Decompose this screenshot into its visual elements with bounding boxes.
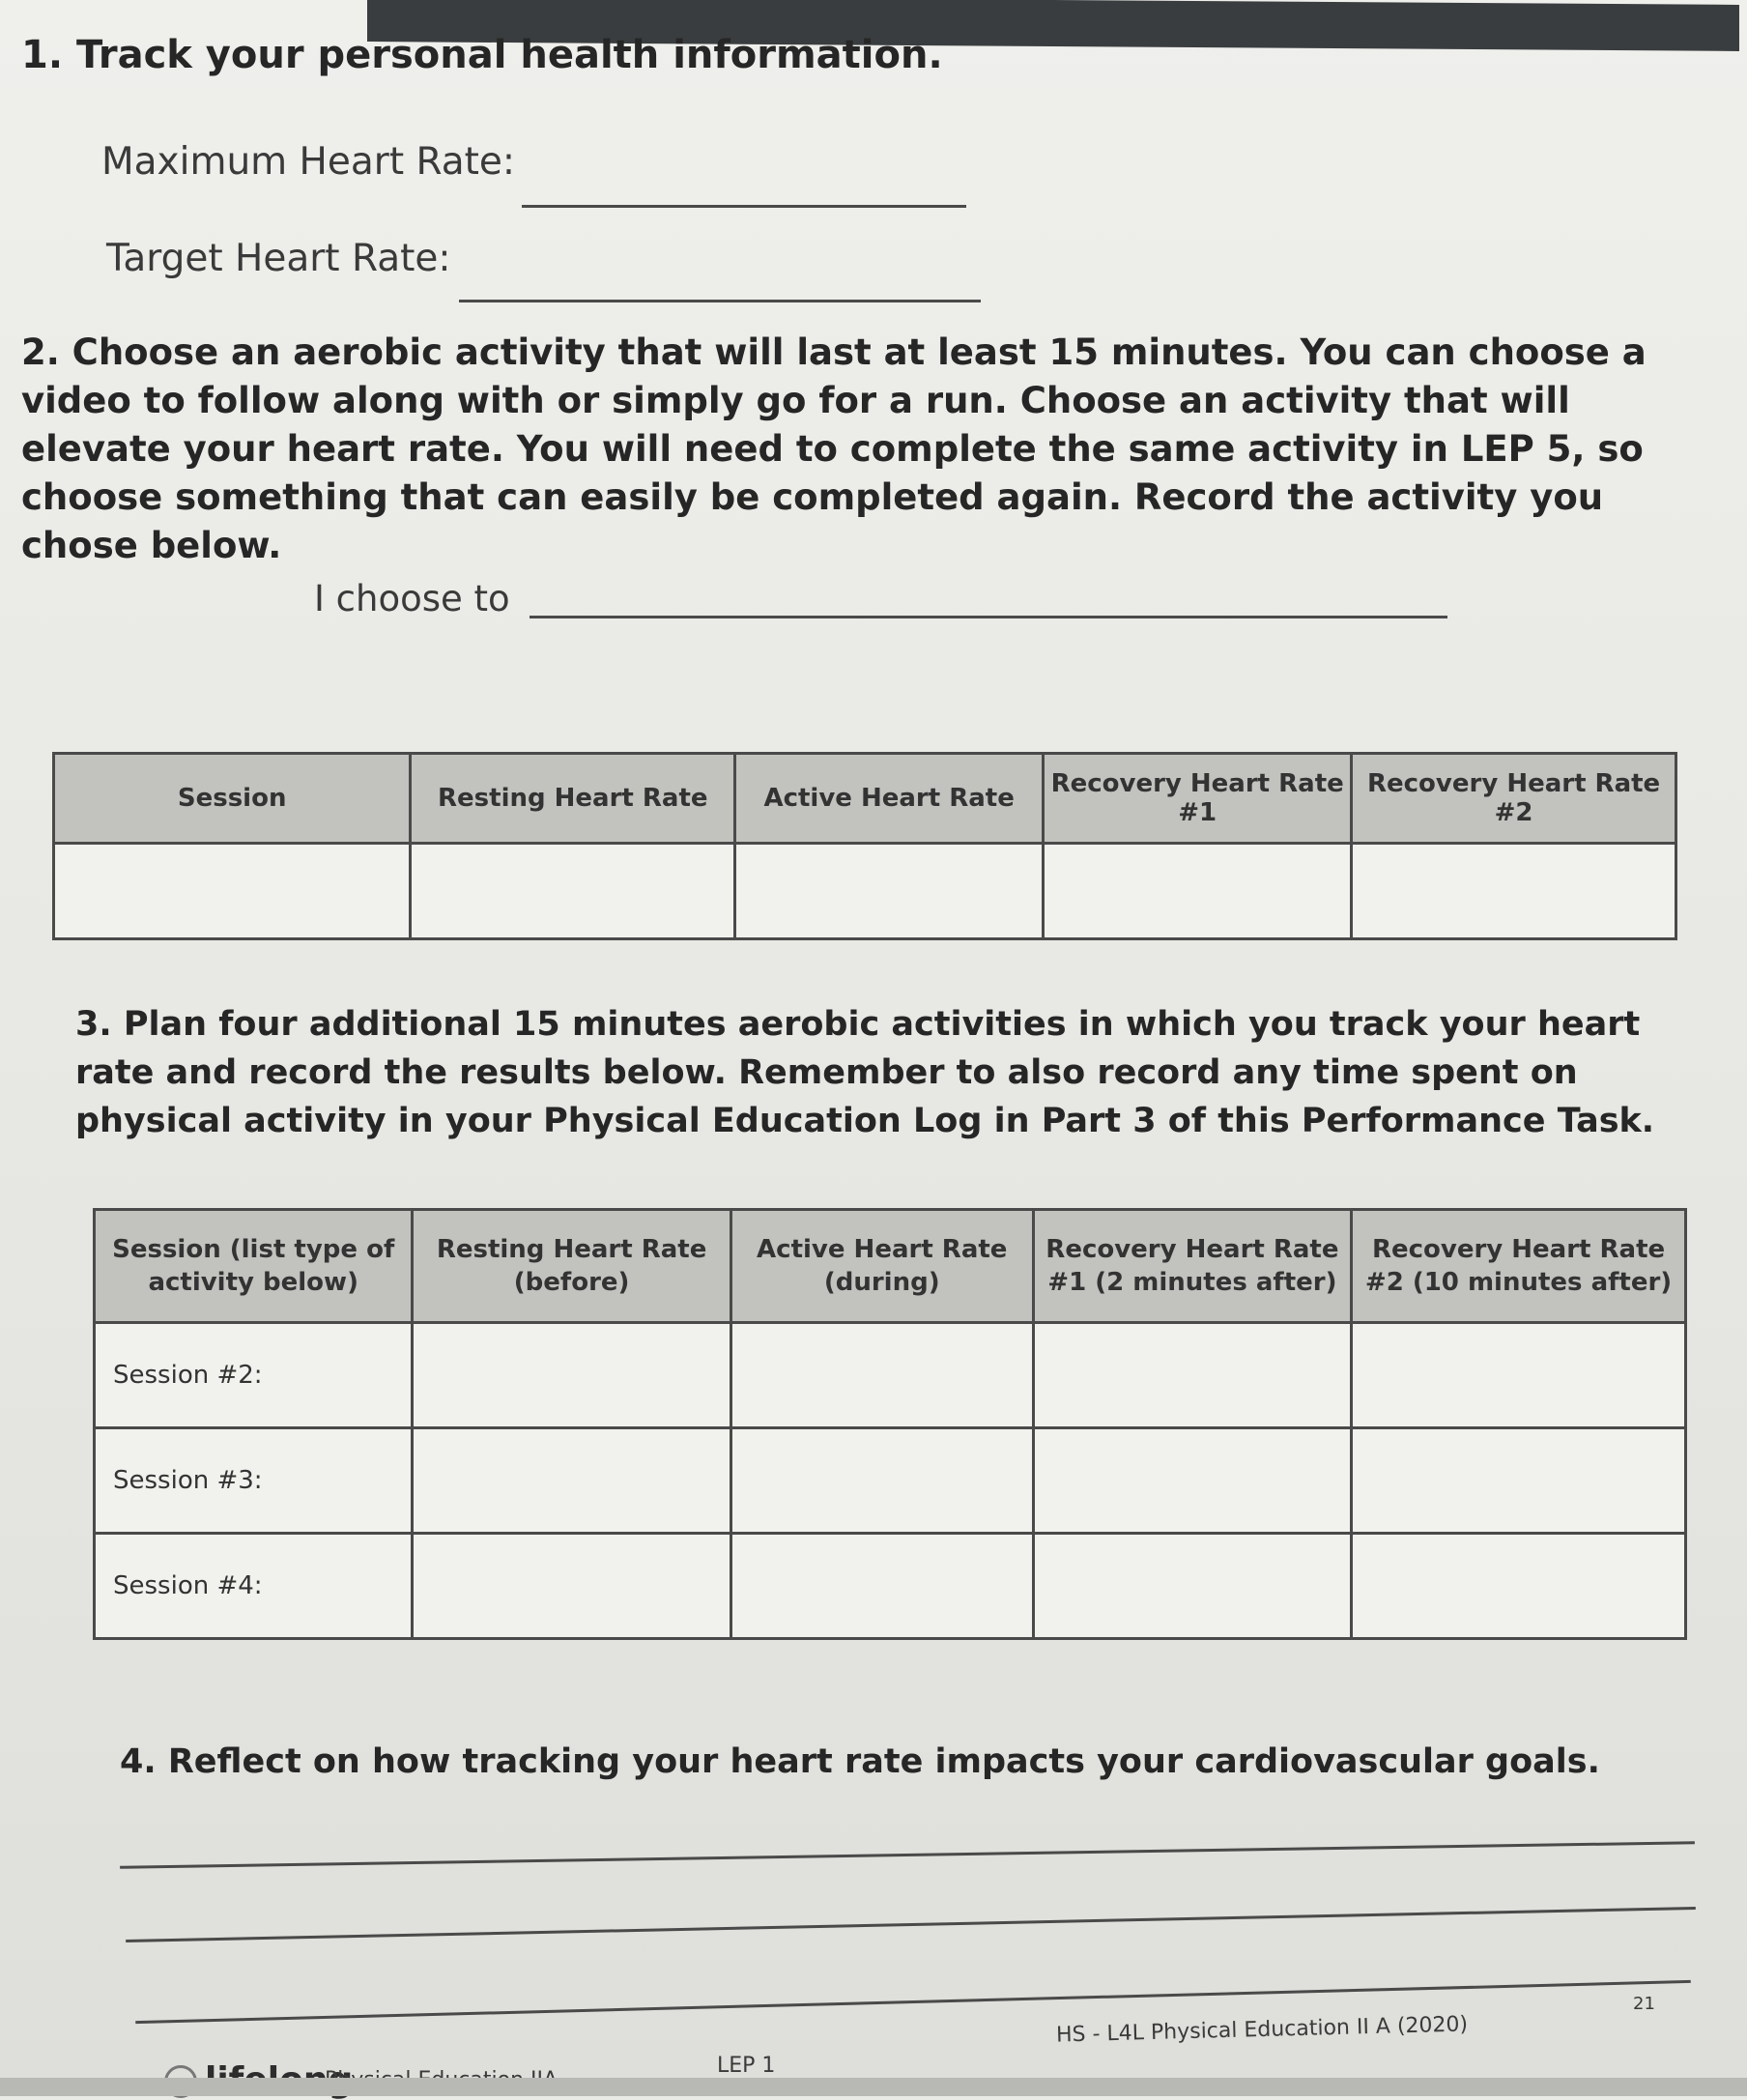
bottom-edge-strip (0, 2078, 1747, 2096)
target-heart-rate-line[interactable] (459, 300, 981, 302)
table1-header-recovery1: Recovery Heart Rate #1 (1044, 754, 1352, 844)
table1-header-recovery2: Recovery Heart Rate #2 (1352, 754, 1676, 844)
session-3-recovery2-cell[interactable] (1352, 1428, 1686, 1534)
footer-lep: LEP 1 (717, 2054, 776, 2078)
table2-header-session: Session (list type of activity below) (95, 1210, 413, 1323)
table1-cell-active[interactable] (735, 844, 1044, 939)
session-2-recovery2-cell[interactable] (1352, 1323, 1686, 1428)
session-4-label[interactable]: Session #4: (95, 1534, 413, 1639)
table2-header-recovery2: Recovery Heart Rate #2 (10 minutes after) (1352, 1210, 1686, 1323)
section1-heading: 1. Track your personal health information. (21, 33, 943, 77)
table2-header-row (95, 1210, 1686, 1323)
session-2-active-cell[interactable] (730, 1323, 1033, 1428)
table1-cell-recovery2[interactable] (1352, 844, 1676, 939)
table-row (95, 1428, 1686, 1534)
heart-rate-table-1 (52, 752, 1677, 940)
table1-cell-session[interactable] (54, 844, 411, 939)
footer-credit: HS - L4L Physical Education II A (2020) (1055, 2012, 1469, 2048)
table2-header-recovery1: Recovery Heart Rate #1 (2 minutes after) (1033, 1210, 1351, 1323)
session-2-resting-cell[interactable] (413, 1323, 730, 1428)
table-row (95, 1534, 1686, 1639)
session-4-recovery1-cell[interactable] (1033, 1534, 1351, 1639)
max-heart-rate-label: Maximum Heart Rate: (101, 140, 516, 184)
section3-instructions: 3. Plan four additional 15 minutes aerobic activities in which you track your heart rate and record the results below. Remember to also record any time spent on physical activity in your Physical Education Log in Part 3 of this Performance Task. (75, 1005, 1655, 1140)
session-4-recovery2-cell[interactable] (1352, 1534, 1686, 1639)
max-heart-rate-line[interactable] (522, 205, 966, 208)
session-4-resting-cell[interactable] (413, 1534, 730, 1639)
choose-activity-line[interactable] (530, 616, 1447, 618)
session-3-recovery1-cell[interactable] (1033, 1428, 1351, 1534)
table-row (54, 844, 1676, 939)
session-4-active-cell[interactable] (730, 1534, 1033, 1639)
session-3-resting-cell[interactable] (413, 1428, 730, 1534)
target-heart-rate-label: Target Heart Rate: (106, 237, 451, 280)
session-2-label[interactable]: Session #2: (95, 1323, 413, 1428)
table1-header-row (54, 754, 1676, 844)
choose-activity-label: I choose to (314, 578, 510, 619)
page-number: 21 (1633, 1994, 1655, 2014)
session-2-recovery1-cell[interactable] (1033, 1323, 1351, 1428)
table1-header-resting: Resting Heart Rate (411, 754, 735, 844)
table1-cell-resting[interactable] (411, 844, 735, 939)
reflection-line-1[interactable] (120, 1841, 1695, 1869)
table1-cell-recovery1[interactable] (1044, 844, 1352, 939)
session-3-active-cell[interactable] (730, 1428, 1033, 1534)
session-3-label[interactable]: Session #3: (95, 1428, 413, 1534)
reflection-line-2[interactable] (126, 1907, 1696, 1942)
heart-rate-table-2 (93, 1208, 1687, 1640)
section2-instructions: 2. Choose an aerobic activity that will last at least 15 minutes. You can choose a video to follow along with or simply go for a run. Choose an activity that will elevate your heart rate. You will need to complete the same activity in LEP 5, so choose something that can easily be completed again. Record the activity you chose below. (21, 331, 1647, 566)
table1-header-session: Session (54, 754, 411, 844)
section4-prompt: 4. Reflect on how tracking your heart rate impacts your cardiovascular goals. (120, 1742, 1600, 1781)
table2-header-resting: Resting Heart Rate (before) (413, 1210, 730, 1323)
table2-header-active: Active Heart Rate (during) (730, 1210, 1033, 1323)
table1-header-active: Active Heart Rate (735, 754, 1044, 844)
table-row (95, 1323, 1686, 1428)
